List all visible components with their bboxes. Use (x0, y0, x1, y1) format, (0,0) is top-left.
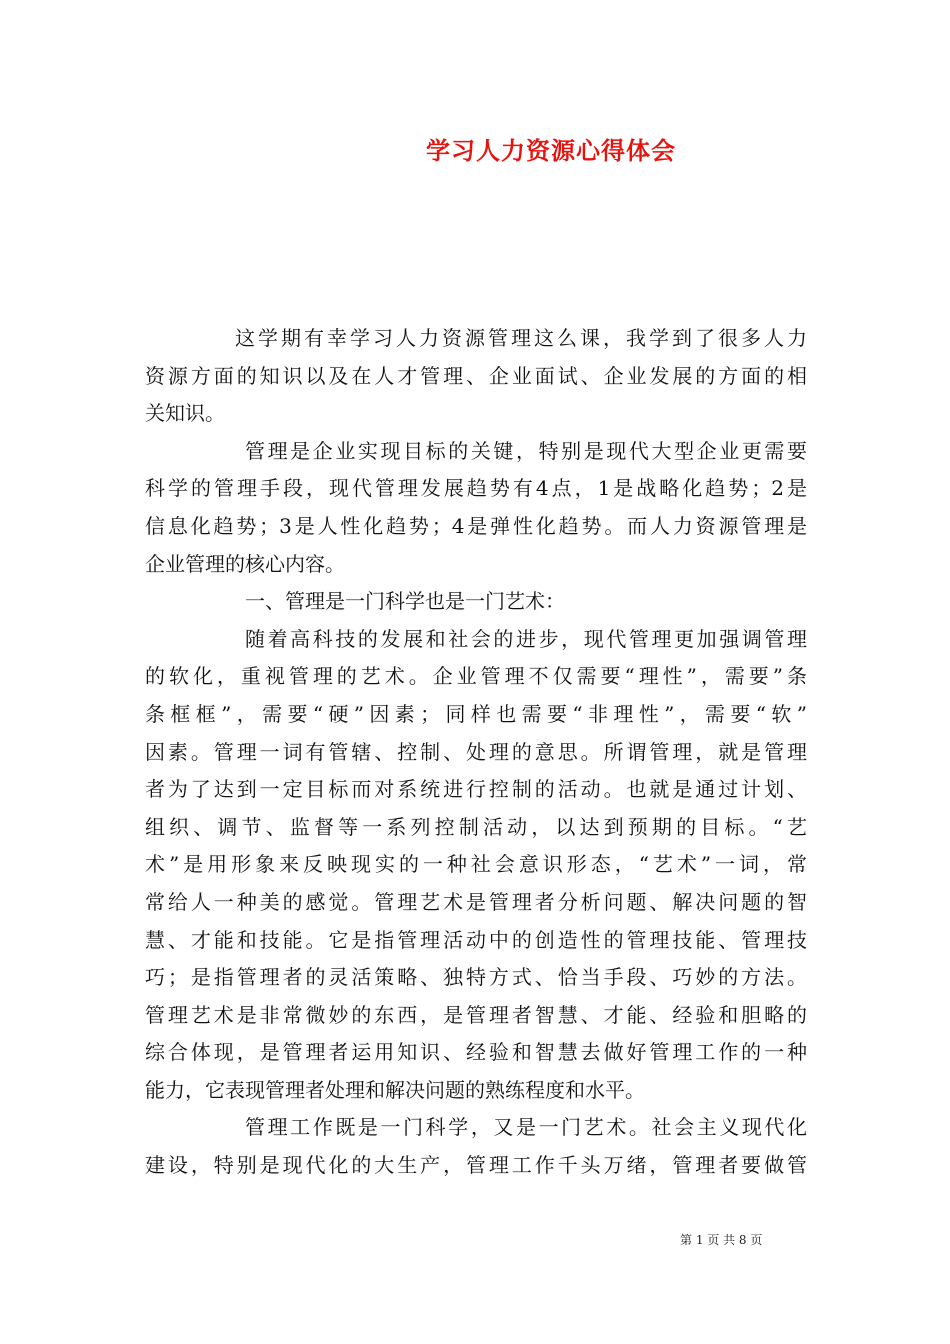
body-line: 关知识。 (145, 401, 225, 426)
body-line: 巧；是指管理者的灵活策略、独特方式、恰当手段、巧妙的方法。 (145, 965, 807, 990)
body-line: 能力，它表现管理者处理和解决问题的熟练程度和水平。 (145, 1077, 645, 1102)
body-line: 综合体现，是管理者运用知识、经验和智慧去做好管理工作的一种 (145, 1040, 807, 1065)
section-heading: 一、管理是一门科学也是一门艺术： (245, 589, 565, 614)
body-line: 管理工作既是一门科学，又是一门艺术。社会主义现代化 (245, 1115, 807, 1140)
body-line: 企业管理的核心内容。 (145, 551, 345, 576)
body-line: 的软化，重视管理的艺术。企业管理不仅需要“理性”，需要”条 (145, 664, 807, 689)
body-line: 信息化趋势；3是人性化趋势；4是弹性化趋势。而人力资源管理是 (145, 513, 807, 538)
body-line: 因素。管理一词有管辖、控制、处理的意思。所谓管理，就是管理 (145, 739, 807, 764)
document-body (145, 320, 807, 1185)
body-line: 管理是企业实现目标的关键，特别是现代大型企业更需要 (245, 438, 807, 463)
document-title: 学习人力资源心得体会 (426, 136, 676, 165)
body-line: 常给人一种美的感觉。管理艺术是管理者分析问题、解决问题的智 (145, 889, 807, 914)
body-line: 科学的管理手段，现代管理发展趋势有4点，1是战略化趋势；2是 (145, 476, 807, 501)
body-line: 管理艺术是非常微妙的东西，是管理者智慧、才能、经验和胆略的 (145, 1002, 807, 1027)
body-line: 组织、调节、监督等一系列控制活动，以达到预期的目标。“艺 (145, 814, 807, 839)
body-line: 术”是用形象来反映现实的一种社会意识形态，“艺术”一词，常 (145, 852, 807, 877)
body-line: 者为了达到一定目标而对系统进行控制的活动。也就是通过计划、 (145, 777, 807, 802)
page-footer: 第 1 页 共 8 页 (680, 1233, 763, 1247)
body-line: 建设，特别是现代化的大生产，管理工作千头万绪，管理者要做管 (145, 1153, 807, 1178)
body-line: 随着高科技的发展和社会的进步，现代管理更加强调管理 (245, 626, 807, 651)
body-line: 资源方面的知识以及在人才管理、企业面试、企业发展的方面的相 (145, 363, 807, 388)
body-line: 慧、才能和技能。它是指管理活动中的创造性的管理技能、管理技 (145, 927, 807, 952)
body-line: 这学期有幸学习人力资源管理这么课，我学到了很多人力 (235, 326, 807, 350)
body-line: 条框框”，需要“硬”因素；同样也需要“非理性”，需要“软” (145, 701, 807, 726)
